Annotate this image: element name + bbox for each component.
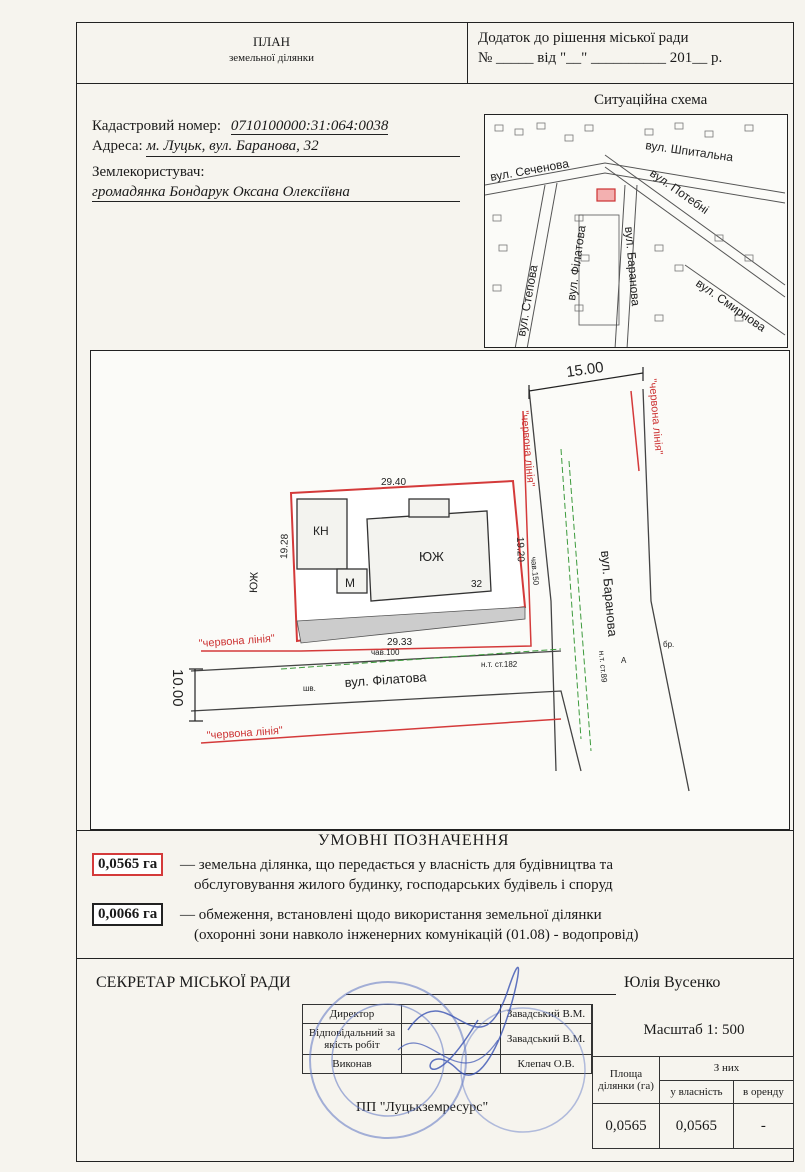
mark-1: н.т. ст.182	[481, 660, 518, 669]
of-them-header: З них	[660, 1057, 794, 1081]
mark-6: А	[621, 656, 627, 665]
mark-4: чав.150	[529, 556, 541, 586]
dim-left: 10.00	[169, 669, 186, 707]
side-bottom: 29.33	[387, 637, 413, 648]
user-value: громадянка Бондарук Оксана Олексіївна	[92, 184, 460, 202]
side-left: 19.28	[279, 533, 291, 560]
legend-title: УМОВНІ ПОЗНАЧЕННЯ	[318, 832, 510, 849]
scheme-map	[485, 115, 788, 348]
building-main-label: ЮЖ	[419, 549, 444, 564]
address-label: Адреса:	[92, 138, 143, 154]
street-baranova: вул. Баранова	[598, 549, 621, 638]
red-line-label-2: "червона лінія"	[646, 378, 665, 456]
secretary-label: СЕКРЕТАР МІСЬКОЇ РАДИ	[96, 974, 291, 991]
plan-title: ПЛАН	[253, 34, 290, 49]
director-label: Директор	[303, 1005, 402, 1024]
official-stamp-icon	[298, 960, 588, 1160]
user-label: Землекористувач:	[92, 164, 205, 180]
address-row	[92, 138, 460, 155]
area-table	[592, 1056, 794, 1149]
area-header: Площа ділянки (га)	[593, 1057, 660, 1104]
plot-label: ЮЖ	[248, 571, 261, 594]
dim-top: 15.00	[565, 358, 605, 381]
executed-name: Клепач О.В.	[501, 1055, 592, 1074]
legend-item2-line2: (охоронні зони навколо інженерних комунікацій (01.08) - водопровід)	[194, 927, 639, 943]
scheme-street-5: вул. Степова	[514, 263, 541, 338]
plan-title-box	[76, 22, 468, 84]
cadastral-row	[92, 118, 388, 135]
mark-0: шв.	[303, 684, 316, 693]
director-name: Завадський В.М.	[501, 1005, 592, 1024]
responsible-name: Завадський В.М.	[501, 1024, 592, 1055]
responsible-label: Відповідальний за якість робіт	[303, 1024, 402, 1055]
mark-2: н.т. ст.89	[597, 650, 609, 683]
scale-box: Масштаб 1: 500	[592, 1004, 795, 1056]
red-line-label-3: "червона лінія"	[198, 632, 276, 650]
scheme-street-4: вул. Баранова	[622, 226, 643, 307]
rent-value: -	[733, 1104, 793, 1149]
legend-separator	[76, 830, 794, 831]
cadastral-value: 0710100000:31:064:0038	[230, 118, 389, 134]
scheme-street-1: вул. Сеченова	[489, 156, 570, 184]
mark-3: чав.100	[371, 648, 400, 657]
building-m-label: М	[345, 576, 355, 590]
house-number: 32	[471, 579, 483, 590]
legend-item2-line1: — обмеження, встановлені щодо використання земельної ділянки	[180, 907, 602, 923]
appendix-line1: Додаток до рішення міської ради	[478, 30, 689, 46]
situation-scheme	[484, 114, 788, 348]
scheme-street-3: вул. Філатова	[564, 224, 589, 302]
footer-separator	[76, 958, 794, 959]
appendix-box	[468, 22, 794, 84]
scheme-title: Ситуаційна схема	[594, 92, 708, 108]
scheme-street-6: вул. Смирнова	[693, 275, 769, 335]
area-value: 0,0565	[593, 1104, 660, 1149]
side-top: 29.40	[381, 477, 407, 488]
scheme-street-2: вул. Потебні	[647, 165, 712, 217]
building-kn-label: КН	[313, 524, 329, 538]
red-line-label-4: "червона лінія"	[206, 724, 284, 742]
side-right: 19.20	[514, 536, 526, 563]
legend-item1-line2: обслуговування жилого будинку, господарських будівель і споруд	[194, 877, 613, 893]
red-line-label-1: "червона лінія"	[518, 410, 537, 488]
plan-drawing	[90, 350, 790, 830]
legend-badge-1: 0,0565 га	[92, 853, 163, 876]
executed-label: Виконав	[303, 1055, 402, 1074]
rent-header: в оренду	[733, 1080, 793, 1104]
street-filatova: вул. Філатова	[344, 669, 427, 690]
secretary-name: Юлія Вусенко	[624, 974, 721, 991]
address-value: м. Луцьк, вул. Баранова, 32	[146, 138, 319, 154]
scheme-parcel-marker	[597, 189, 615, 201]
plan-subtitle: земельної ділянки	[228, 52, 315, 64]
owned-header: у власність	[660, 1080, 734, 1104]
organization-name: ПП "Луцькземресурс"	[356, 1100, 489, 1115]
appendix-line2: № _____ від "__" __________ 201__ р.	[478, 50, 723, 66]
signature-icon	[408, 967, 518, 1075]
legend-item1-line1: — земельна ділянка, що передається у власність для будівництва та	[180, 857, 614, 873]
plan-svg	[91, 351, 790, 830]
scheme-street-0: вул. Шпитальна	[644, 138, 734, 165]
owned-value: 0,0565	[660, 1104, 734, 1149]
legend-badge-2: 0,0066 га	[92, 903, 163, 926]
mark-5: бр.	[663, 640, 675, 649]
cadastral-label: Кадастровий номер:	[92, 118, 222, 134]
